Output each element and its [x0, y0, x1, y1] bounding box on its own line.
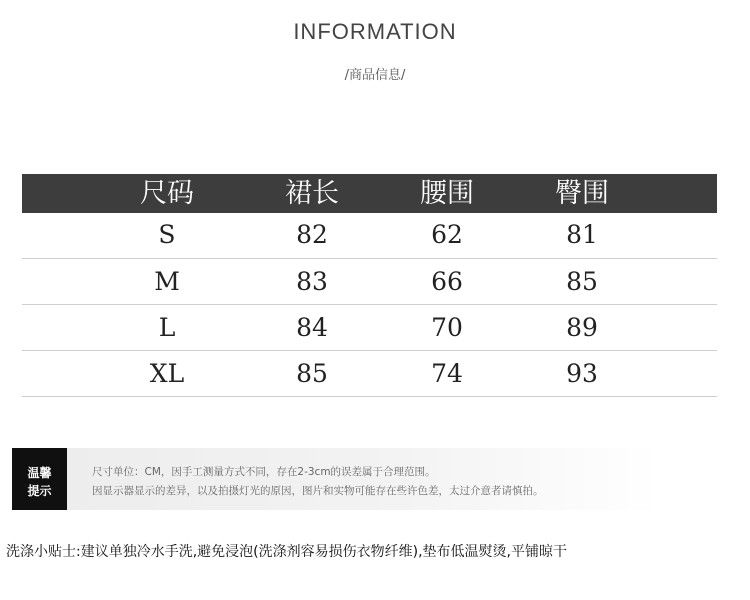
- notice-badge: [12, 448, 67, 510]
- page-title: INFORMATION: [293, 19, 457, 44]
- size-cell: XL: [149, 359, 185, 388]
- skirt-length-cell: 82: [296, 220, 328, 249]
- hip-cell: 89: [566, 313, 598, 342]
- skirt-length-cell: 84: [296, 313, 328, 342]
- hip-cell: 81: [566, 220, 598, 249]
- waist-cell: 62: [431, 220, 463, 249]
- table-row: [22, 351, 717, 397]
- notice-line-1: 尺寸单位：CM，因手工测量方式不同，存在2-3cm的误差属于合理范围。: [92, 466, 436, 478]
- notice-line-2: 因显示器显示的差异，以及拍摄灯光的原因，图片和实物可能存在些许色差，太过介意者请慎拍。: [92, 485, 544, 497]
- size-cell: L: [158, 313, 176, 342]
- waist-cell: 66: [431, 267, 463, 296]
- column-header-waist: 腰围: [420, 178, 474, 209]
- column-header-size: 尺码: [140, 178, 194, 209]
- skirt-length-cell: 85: [296, 359, 328, 388]
- table-row: [22, 259, 717, 305]
- table-row: [22, 213, 717, 259]
- notice-badge-line2: 提示: [27, 484, 52, 498]
- skirt-length-cell: 83: [296, 267, 328, 296]
- column-header-skirt-length: 裙长: [285, 178, 339, 209]
- waist-cell: 70: [431, 313, 463, 342]
- table-header-row: [22, 174, 717, 213]
- wash-tip: 洗涤小贴士:建议单独冷水手洗,避免浸泡(洗涤剂容易损伤衣物纤维),垫布低温熨烫,平铺晾干: [6, 544, 567, 560]
- page-subtitle: /商品信息/: [344, 68, 406, 83]
- size-table: [22, 174, 717, 397]
- column-header-hip: 臀围: [555, 178, 609, 209]
- hip-cell: 85: [566, 267, 598, 296]
- notice-badge-line1: 温馨: [27, 466, 52, 480]
- hip-cell: 93: [566, 359, 598, 388]
- waist-cell: 74: [431, 359, 463, 388]
- size-cell: M: [154, 267, 180, 296]
- notice-box: [12, 448, 662, 510]
- table-row: [22, 305, 717, 351]
- size-cell: S: [158, 220, 176, 249]
